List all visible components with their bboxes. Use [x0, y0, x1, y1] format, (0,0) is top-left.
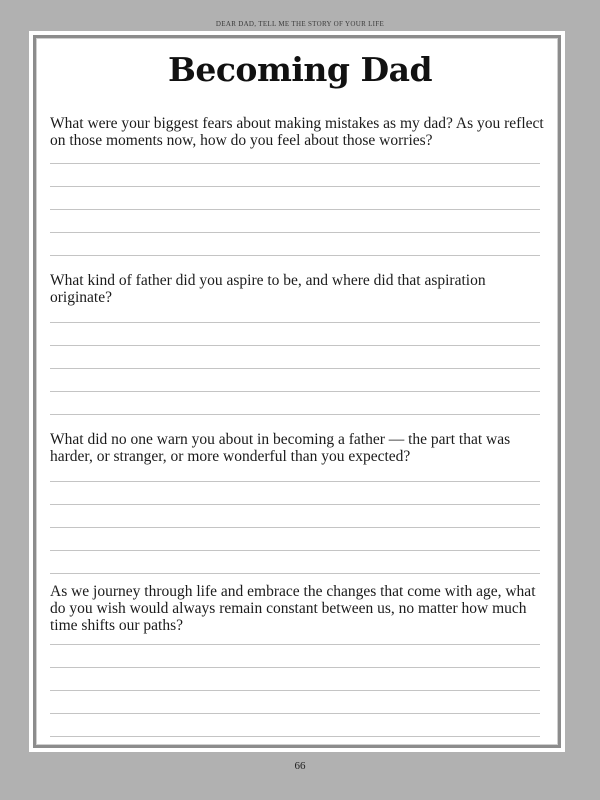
answer-line[interactable]	[50, 232, 540, 233]
answer-line[interactable]	[50, 322, 540, 323]
answer-line[interactable]	[50, 255, 540, 256]
answer-line[interactable]	[50, 209, 540, 210]
answer-line[interactable]	[50, 368, 540, 369]
answer-line[interactable]	[50, 504, 540, 505]
question-4: As we journey through life and embrace the changes that come with age, what do you wish would always remain constant between us, no matter how much time shifts our paths?	[50, 583, 536, 634]
running-header: DEAR DAD, TELL ME THE STORY OF YOUR LIFE	[215, 20, 385, 28]
answer-line[interactable]	[50, 481, 540, 482]
answer-line[interactable]	[50, 713, 540, 714]
page-number: 66	[294, 760, 306, 772]
answer-line[interactable]	[50, 391, 540, 392]
answer-line[interactable]	[50, 644, 540, 645]
answer-line[interactable]	[50, 573, 540, 574]
question-3: What did no one warn you about in becoming a father — the part that was harder, or stranger, or more wonderful than you expected?	[50, 431, 511, 465]
answer-line[interactable]	[50, 345, 540, 346]
answer-line[interactable]	[50, 736, 540, 737]
question-2: What kind of father did you aspire to be, and where did that aspiration originate?	[50, 272, 486, 306]
answer-line[interactable]	[50, 163, 540, 164]
page-title: Becoming Dad	[167, 50, 433, 89]
answer-line[interactable]	[50, 186, 540, 187]
answer-line[interactable]	[50, 527, 540, 528]
answer-line[interactable]	[50, 667, 540, 668]
answer-line[interactable]	[50, 550, 540, 551]
question-1: What were your biggest fears about making mistakes as my dad? As you reflect on those moments now, how do you feel about those worries?	[50, 115, 544, 149]
answer-line[interactable]	[50, 414, 540, 415]
answer-line[interactable]	[50, 690, 540, 691]
